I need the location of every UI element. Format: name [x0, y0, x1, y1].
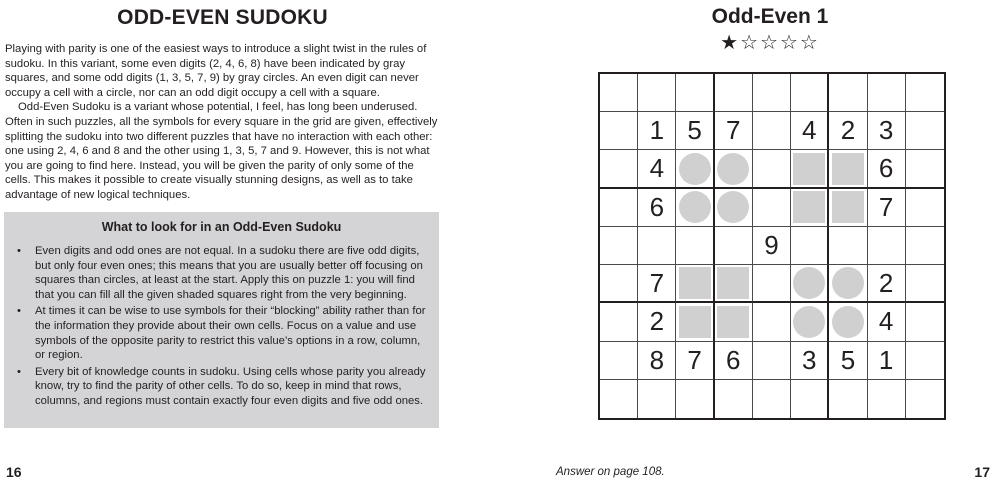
grid-cell[interactable] [638, 265, 676, 303]
grid-cell[interactable] [638, 380, 676, 418]
cell-digit: 7 [878, 191, 894, 222]
odd-circle-marker [793, 306, 825, 338]
grid-cell[interactable] [868, 189, 906, 227]
grid-cell[interactable] [868, 112, 906, 150]
grid-cell[interactable] [829, 150, 867, 188]
grid-cell[interactable] [676, 227, 714, 265]
grid-cell[interactable] [715, 380, 753, 418]
grid-cell[interactable] [676, 189, 714, 227]
page-number-right: 17 [974, 464, 990, 480]
grid-cell[interactable] [791, 150, 829, 188]
grid-cell[interactable] [600, 112, 638, 150]
odd-circle-marker [717, 191, 749, 223]
grid-cell[interactable] [906, 227, 944, 265]
grid-cell[interactable] [600, 303, 638, 341]
cell-digit: 6 [649, 191, 665, 222]
sudoku-grid [598, 72, 946, 420]
grid-cell[interactable] [600, 150, 638, 188]
grid-cell[interactable] [829, 303, 867, 341]
grid-cell[interactable] [676, 265, 714, 303]
grid-cell[interactable] [829, 342, 867, 380]
cell-digit: 7 [649, 267, 665, 298]
grid-cell[interactable] [715, 189, 753, 227]
cell-digit: 5 [687, 115, 702, 146]
grid-cell[interactable] [906, 303, 944, 341]
answer-note: Answer on page 108. [556, 466, 665, 478]
grid-cell[interactable] [676, 342, 714, 380]
grid-cell[interactable] [906, 112, 944, 150]
grid-cell[interactable] [906, 265, 944, 303]
tips-title: What to look for in an Odd-Even Sudoku [101, 220, 342, 234]
grid-cell[interactable] [638, 74, 676, 112]
grid-cell[interactable] [676, 303, 714, 341]
cell-digit: 9 [764, 229, 779, 260]
cell-digit: 4 [801, 115, 817, 146]
intro-paragraph-2: Odd-Even Sudoku is a variant whose potential, I feel, has long been underused. Often in such puzzles, all the symbols for every square in the grid are given, effectively splitting the sudoku into two different puzzles that have no interaction with each other: one using 2, 4, 6 and 8 and the other using 1, 3, 5, 7 and 9. However, this is not what you are going to find here. Instead, you will be given the parity of only some of the cells. This makes it possible to create visually stunning designs, as well as to take advantage of new logical techniques. [5, 101, 438, 201]
grid-cell[interactable] [753, 342, 791, 380]
grid-cell[interactable] [868, 265, 906, 303]
odd-circle-marker [679, 153, 711, 185]
odd-circle-marker [679, 191, 711, 223]
grid-cell[interactable] [600, 74, 638, 112]
grid-cell[interactable] [906, 189, 944, 227]
cell-digit: 3 [878, 115, 894, 146]
grid-cell[interactable] [753, 112, 791, 150]
grid-cell[interactable] [600, 189, 638, 227]
cell-digit: 2 [878, 267, 894, 298]
cell-digit: 7 [726, 115, 741, 146]
cell-digit: 2 [840, 115, 856, 146]
even-square-marker [679, 306, 711, 338]
grid-cell[interactable] [676, 112, 714, 150]
grid-cell[interactable] [753, 74, 791, 112]
grid-cell[interactable] [829, 265, 867, 303]
grid-cell[interactable] [906, 342, 944, 380]
cell-digit: 6 [878, 153, 894, 184]
grid-cell[interactable] [715, 303, 753, 341]
grid-cell[interactable] [600, 342, 638, 380]
grid-cell[interactable] [868, 74, 906, 112]
intro-paragraph-1: Playing with parity is one of the easiest ways to introduce a slight twist in the rules of sudoku. In this variant, some even digits (2, 4, 6, 8) have been indicated by gray squares, and some odd digits (1, 3, 5, 7, 9) by gray circles. An even digit can never occupy a cell with a circle, nor can an odd digit occupy a cell with a square. [5, 43, 427, 99]
grid-cell[interactable] [791, 303, 829, 341]
even-square-marker [717, 306, 749, 338]
grid-cell[interactable] [868, 303, 906, 341]
puzzle-title: Odd-Even 1 [711, 5, 829, 28]
grid-cell[interactable] [715, 112, 753, 150]
grid-cell[interactable] [791, 380, 829, 418]
grid-cell[interactable] [715, 227, 753, 265]
odd-circle-marker [832, 267, 864, 299]
grid-cell[interactable] [715, 74, 753, 112]
grid-cell[interactable] [676, 380, 714, 418]
tip-item: • At times it can be wise to use symbols for their “blocking” ability rather than for the information they provide about their own cells. Focus on a value and use symbols of the opposite parity to restrict this value’s options in a row, column, or region. [13, 304, 430, 362]
page-number-left: 16 [6, 464, 22, 480]
tips-list [13, 244, 430, 409]
grid-cell[interactable] [906, 74, 944, 112]
grid-cell[interactable] [829, 74, 867, 112]
grid-cell[interactable] [676, 74, 714, 112]
odd-circle-marker [793, 267, 825, 299]
grid-cell[interactable] [868, 342, 906, 380]
grid-cell[interactable] [753, 150, 791, 188]
grid-cell[interactable] [715, 265, 753, 303]
grid-cell[interactable] [791, 265, 829, 303]
even-square-marker [793, 191, 825, 223]
grid-cell[interactable] [638, 342, 676, 380]
intro-text [5, 42, 440, 203]
grid-cell[interactable] [600, 380, 638, 418]
grid-cell[interactable] [829, 227, 867, 265]
grid-cell[interactable] [791, 342, 829, 380]
grid-cell[interactable] [791, 74, 829, 112]
cell-digit: 1 [649, 115, 665, 146]
grid-cell[interactable] [753, 189, 791, 227]
cell-digit: 4 [649, 153, 665, 184]
grid-cell[interactable] [638, 189, 676, 227]
grid-cell[interactable] [868, 380, 906, 418]
grid-cell[interactable] [638, 112, 676, 150]
even-square-marker [832, 153, 864, 185]
difficulty-stars: ★☆☆☆☆ [720, 30, 820, 54]
cell-digit: 8 [649, 344, 665, 375]
grid-cell[interactable] [753, 227, 791, 265]
even-square-marker [717, 267, 749, 299]
grid-cell[interactable] [638, 150, 676, 188]
cell-digit: 6 [726, 344, 741, 375]
grid-cell[interactable] [906, 150, 944, 188]
cell-digit: 5 [840, 344, 856, 375]
tips-box [4, 212, 439, 428]
grid-cell[interactable] [791, 227, 829, 265]
even-square-marker [793, 153, 825, 185]
tip-item: • Every bit of knowledge counts in sudoku. Using cells whose parity you already know, try to find the parity of other cells. To do so, keep in mind that rows, columns, and regions must contain exactly four even digits and five odd ones. [13, 365, 430, 409]
grid-cell[interactable] [868, 150, 906, 188]
grid-cell[interactable] [676, 150, 714, 188]
cell-digit: 1 [878, 344, 894, 375]
grid-cell[interactable] [753, 303, 791, 341]
grid-cell[interactable] [715, 150, 753, 188]
grid-cell[interactable] [600, 227, 638, 265]
grid-cell[interactable] [868, 227, 906, 265]
grid-cell[interactable] [715, 342, 753, 380]
grid-cell[interactable] [829, 380, 867, 418]
grid-cell[interactable] [829, 189, 867, 227]
page-title: ODD-EVEN SUDOKU [117, 6, 328, 29]
grid-cell[interactable] [600, 265, 638, 303]
grid-cell[interactable] [906, 380, 944, 418]
grid-cell[interactable] [791, 189, 829, 227]
grid-cell[interactable] [638, 227, 676, 265]
grid-cell[interactable] [829, 112, 867, 150]
even-square-marker [679, 267, 711, 299]
grid-cell[interactable] [753, 265, 791, 303]
cell-digit: 2 [649, 306, 665, 337]
even-square-marker [832, 191, 864, 223]
odd-circle-marker [832, 306, 864, 338]
grid-cell[interactable] [753, 380, 791, 418]
cell-digit: 3 [801, 344, 817, 375]
cell-digit: 4 [878, 306, 894, 337]
grid-cell[interactable] [638, 303, 676, 341]
tip-item: • Even digits and odd ones are not equal. In a sudoku there are five odd digits, but only four even ones; this means that you are usually better off focusing on squares than circles, at least at the start. Apply this on puzzle 1: you will find that you can fill all the given shaded squares right from the very beginning. [13, 244, 430, 302]
cell-digit: 7 [687, 344, 702, 375]
grid-cell[interactable] [791, 112, 829, 150]
odd-circle-marker [717, 153, 749, 185]
